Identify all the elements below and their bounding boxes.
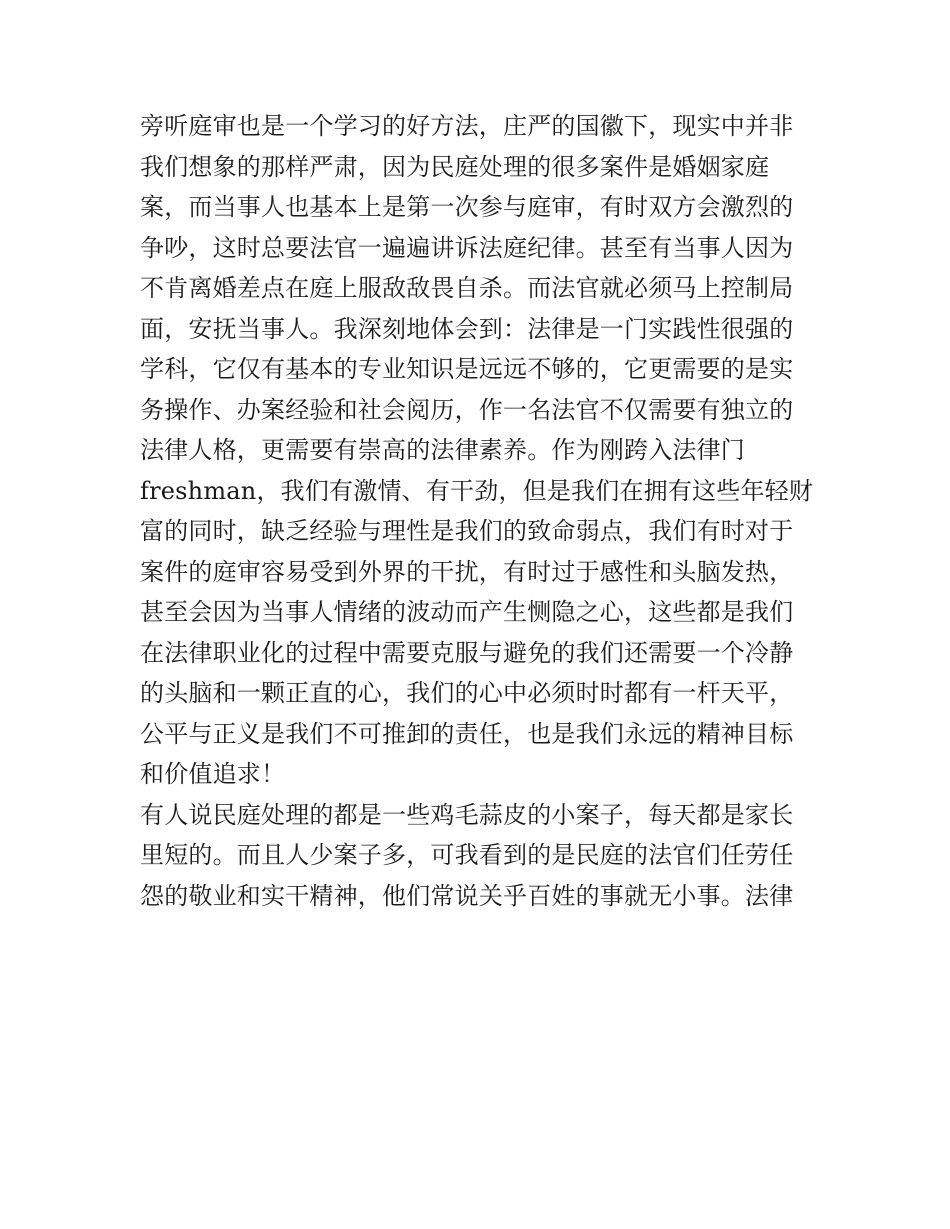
text-line: 公平与正义是我们不可推卸的责任，也是我们永远的精神目标 <box>140 719 794 748</box>
text-line: 有人说民庭处理的都是一些鸡毛蒜皮的小案子，每天都是家长 <box>140 800 794 829</box>
text-line: 争吵，这时总要法官一遍遍讲诉法庭纪律。甚至有当事人因为 <box>140 233 794 262</box>
text-line: 案件的庭审容易受到外界的干扰，有时过于感性和头脑发热， <box>140 557 794 586</box>
text-line: 法律人格，更需要有崇高的法律素养。作为刚跨入法律门 <box>140 436 745 464</box>
text-line: 不肯离婚差点在庭上服敌敌畏自杀。而法官就必须马上控制局 <box>140 274 794 302</box>
text-line: 务操作、办案经验和社会阅历，作一名法官不仅需要有独立的 <box>140 395 794 424</box>
text-line: 我们想象的那样严肃，因为民庭处理的很多案件是婚姻家庭 <box>140 152 770 181</box>
text-line: 和价值追求！ <box>140 760 286 788</box>
text-line: 富的同时，缺乏经验与理性是我们的致命弱点，我们有时对于 <box>140 517 794 545</box>
text-line: 面，安抚当事人。我深刻地体会到：法律是一门实践性很强的 <box>140 314 794 343</box>
text-line: 怨的敬业和实干精神，他们常说关乎百姓的事就无小事。法律 <box>140 881 794 910</box>
text-line: 里短的。而且人少案子多，可我看到的是民庭的法官们任劳任 <box>140 841 794 869</box>
paragraph-2 <box>140 795 820 917</box>
paragraph-1 <box>140 106 820 795</box>
text-line: 案，而当事人也基本上是第一次参与庭审，有时双方会激烈的 <box>140 193 794 221</box>
text-line: 甚至会因为当事人情绪的波动而产生恻隐之心，这些都是我们 <box>140 598 794 626</box>
document-body <box>140 106 820 916</box>
text-line: 旁听庭审也是一个学习的好方法，庄严的国徽下，现实中并非 <box>140 112 794 140</box>
text-line: 的头脑和一颗正直的心，我们的心中必须时时都有一杆天平， <box>140 679 794 707</box>
text-line: freshman，我们有激情、有干劲，但是我们在拥有这些年轻财 <box>140 476 814 505</box>
text-line: 学科，它仅有基本的专业知识是远远不够的，它更需要的是实 <box>140 355 794 383</box>
text-line: 在法律职业化的过程中需要克服与避免的我们还需要一个冷静 <box>140 638 794 667</box>
